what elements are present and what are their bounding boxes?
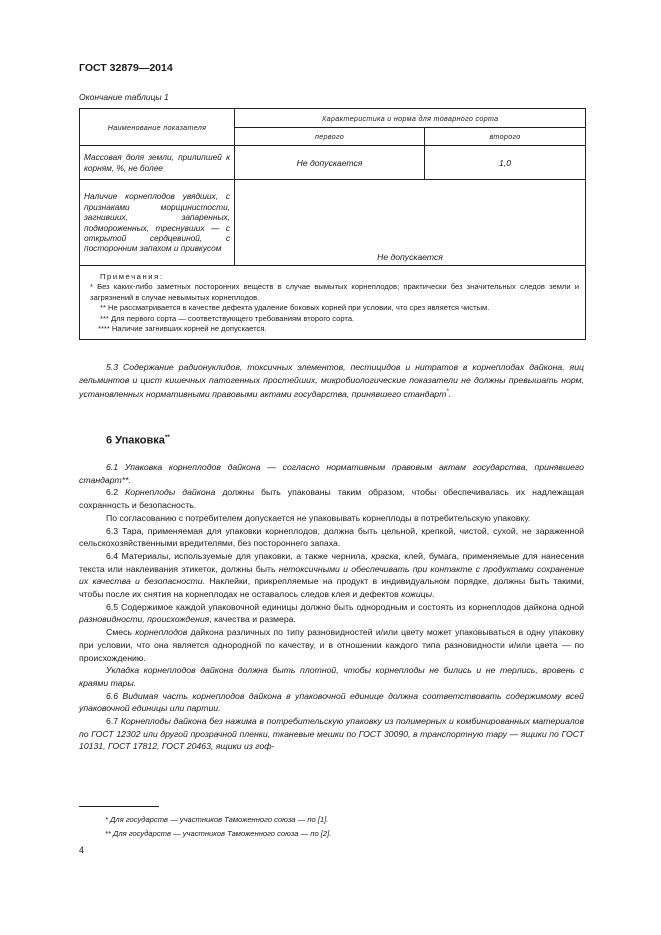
row2-value: Не допускается: [235, 180, 586, 266]
table-notes: [80, 266, 586, 340]
paragraph-6-3: 6.3 Тара, применяемая для упаковки корнеплодов, должна быть цельной, крепкой, чистой, сухой, не зараженной сельскохозяйственными вредителями, без постороннего запаха.: [79, 525, 584, 549]
table-caption: Окончание таблицы 1: [79, 92, 169, 102]
paragraph-6-5-mix: Смесь корнеплодов дайкона различных по типу разновидностей и/или цвету может упаковываться в одну упаковку при условии, что она является однородной по качеству, и в отношении каждого типа разновидности и/или цвета — по происхождению.: [79, 627, 584, 663]
col-group-header: Характеристика и норма для товарного сорта: [235, 109, 586, 128]
section-title: 6 Упаковка**: [106, 434, 170, 447]
note-1: * Без каких-либо заметных посторонних веществ в случае вымытых корнеплодов; практически без значительных следов земли и загрязнений в случае невымытых корнеплодов.: [90, 282, 580, 302]
paragraph-6-1: 6.1 Упаковка корнеплодов дайкона — согласно нормативным правовым актам государства, принявшего стандарт**.: [79, 462, 584, 485]
row1-second-value: 1,0: [425, 146, 586, 180]
row2-indicator: Наличие корнеплодов увядших, с признаками морщинистости, загнивших, запаренных, подмороженных, треснувших — с открытой сердцевиной, с посторонним запахом и привкусом: [80, 180, 235, 266]
paragraph-6-2: 6.2 Корнеплоды дайкона должны быть упакованы таким образом, чтобы обеспечивалась их надлежащая сохранность и безопасность.: [79, 487, 584, 511]
footnote-divider: [79, 806, 159, 807]
col-indicator-header: Наименование показателя: [80, 109, 235, 146]
footnote-1: * Для государств — участников Таможенного союза — по [1].: [105, 815, 329, 824]
note-2: ** Не рассматривается в качестве дефекта удаление боковых корней при условии, что срез является чистым.: [100, 303, 490, 313]
row1-first-value: Не допускается: [235, 146, 425, 180]
spec-table: [79, 108, 586, 340]
paragraph-6-7: 6.7 Корнеплоды дайкона без нажима в потребительскую упаковку из полимерных и комбинированных материалов по ГОСТ 12302 или другой прозрачной пленки, тканевые мешки по ГОСТ 30090, в транспортную тару — ящики по ГОСТ 10131, ГОСТ 17812, ГОСТ 20463, ящики из гоф-: [79, 716, 584, 752]
notes-title: Примечания:: [100, 272, 164, 281]
col-second-header: второго: [425, 128, 586, 146]
page-number: 4: [79, 845, 85, 855]
paragraph-5-3: 5.3 Содержание радионуклидов, токсичных элементов, пестицидов и нитратов в корнеплодах дайкона, яиц гельминтов и цист кишечных патогенных простейших, микробиологические показатели не должны превышать норм, установленных нормативными правовыми актами государства, принявшего стандарт*.: [79, 362, 584, 400]
row1-indicator: Массовая доля земли, прилипшей к корням, %, не более: [80, 146, 235, 180]
note-4: **** Наличие загнивших корней не допускается.: [98, 324, 267, 334]
footnotes: [105, 813, 331, 840]
paragraph-6-5-packing: Укладка корнеплодов дайкона должна быть плотной, чтобы корнеплоды не бились и не терлись, вровень с краями тары.: [79, 665, 584, 688]
footnote-2: ** Для государств — участников Таможенного союза — по [2].: [105, 828, 332, 838]
paragraph-6-6: 6.6 Видимая часть корнеплодов дайкона в упаковочной единице должна соответствовать содержимому всей упаковочной единицы или партии.: [79, 690, 584, 714]
section-6-body: [79, 461, 584, 753]
col-first-header: первого: [235, 128, 425, 146]
page-header: ГОСТ 32879—2014: [79, 62, 173, 74]
paragraph-6-5: 6.5 Содержимое каждой упаковочной единицы должно быть однородным и состоять из корнеплодов дайкона одной разновидности, происхождения, качества и размера.: [79, 601, 584, 625]
paragraph-6-2-note: По согласованию с потребителем допускается не упаковывать корнеплоды в потребительскую упаковку.: [106, 512, 531, 523]
note-3: *** Для первого сорта — соответствующего требованиям второго сорта.: [100, 313, 355, 323]
paragraph-6-4: 6.4 Материалы, используемые для упаковки, а также чернила, краска, клей, бумага, применяемые для нанесения текста или наклеивания этикеток, должны быть нетоксичными и обеспечивать при контакте с продуктами сохранение их качества и безопасности. Наклейки, прикрепляемые на продукт в индивидуальном порядке, должны быть такими, чтобы после их снятия на корнеплодах не оставалось следов клея и дефектов кожицы.: [79, 550, 584, 600]
